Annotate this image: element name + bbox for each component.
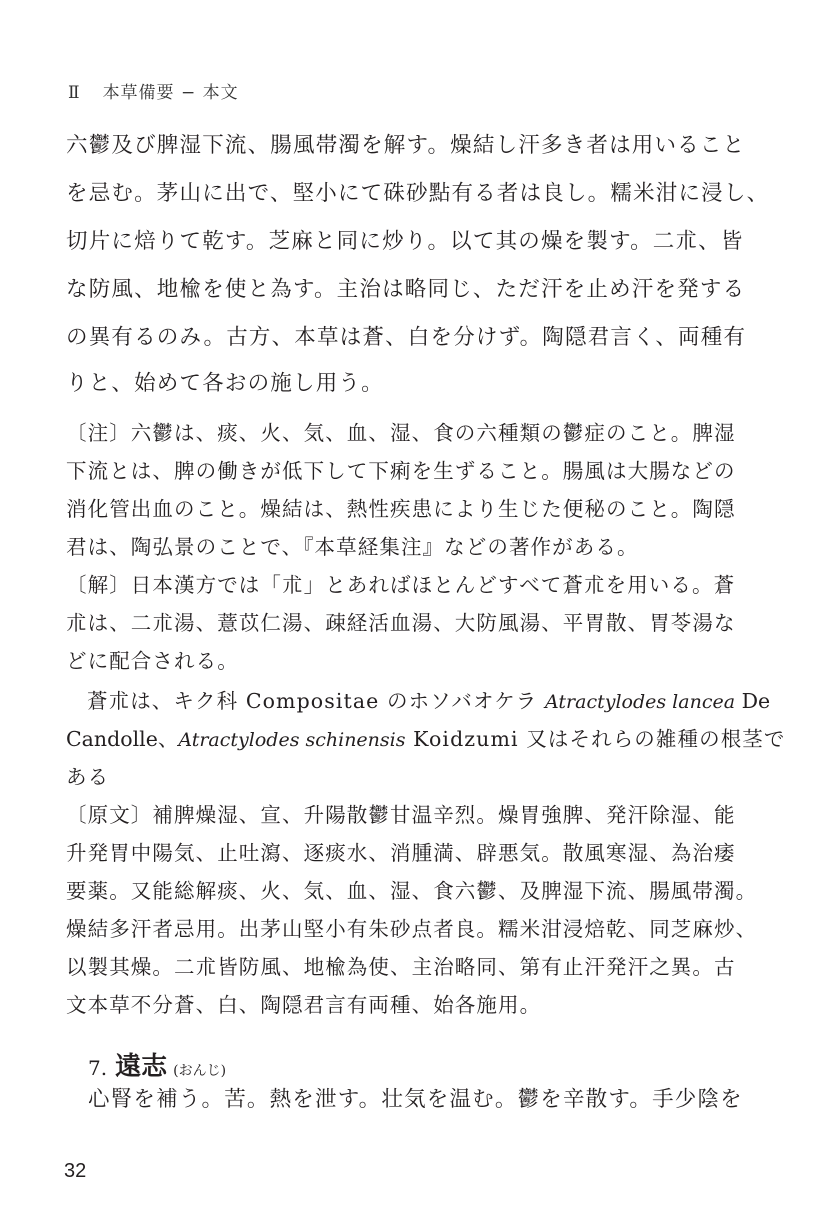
page-number: 32 bbox=[64, 1160, 87, 1182]
botanical-line bbox=[66, 722, 786, 752]
section-title: 遠志 bbox=[115, 1052, 168, 1082]
section-number: 7. bbox=[88, 1056, 108, 1080]
commentary-line: 朮は、二朮湯、薏苡仁湯、疎経活血湯、大防風湯、平胃散、胃苓湯な bbox=[66, 611, 736, 635]
main-text-line: 切片に焙りて乾す。芝麻と同に炒り。以て其の燥を製す。二朮、皆 bbox=[66, 229, 744, 254]
original-text-line: 文本草不分蒼、白、陶隠君言有両種、始各施用。 bbox=[66, 993, 542, 1017]
main-text-line: りと、始めて各おの施し用う。 bbox=[66, 371, 384, 396]
commentary-line: 〔解〕日本漢方では「朮」とあればほとんどすべて蒼朮を用いる。蒼 bbox=[66, 573, 736, 597]
note-line: 君は、陶弘景のことで、『本草経集注』などの著作がある。 bbox=[66, 535, 639, 559]
botanical-line bbox=[87, 684, 787, 714]
main-text-line: な防風、地楡を使と為す。主治は略同じ、ただ汗を止め汗を発する bbox=[66, 277, 746, 302]
original-text-line: 升発胃中陽気、止吐瀉、逐痰水、消腫満、辟悪気。散風寒湿、為治痿 bbox=[66, 841, 736, 865]
original-text-line: 〔原文〕補脾燥湿、宣、升陽散鬱甘温辛烈。燥胃強脾、発汗除湿、能 bbox=[66, 803, 736, 827]
original-text-line: 要薬。又能総解痰、火、気、血、湿、食六鬱、及脾湿下流、腸風帯濁。 bbox=[66, 879, 758, 903]
section-heading bbox=[88, 1046, 226, 1083]
species-name: Atractylodes lancea bbox=[545, 691, 736, 713]
main-text-line: 六鬱及び脾湿下流、腸風帯濁を解す。燥結し汗多き者は用いること bbox=[66, 133, 746, 158]
botanical-text: 蒼朮は、キク科 Compositae のホソバオケラ bbox=[87, 689, 546, 713]
note-line: 消化管出血のこと。燥結は、熱性疾患により生じた便秘のこと。陶隠 bbox=[66, 497, 736, 521]
original-text-line: 燥結多汗者忌用。出茅山堅小有朱砂点者良。糯米泔浸焙乾、同芝麻炒、 bbox=[66, 917, 758, 941]
main-text-line: の異有るのみ。古方、本草は蒼、白を分けず。陶隠君言く、両種有 bbox=[66, 325, 747, 350]
section-reading: (おんじ) bbox=[173, 1063, 227, 1079]
note-line: 下流とは、脾の働きが低下して下痢を生ずること。腸風は大腸などの bbox=[66, 459, 736, 483]
botanical-text: Candolle、 bbox=[66, 727, 179, 751]
section-first-line: 心腎を補う。苦。熱を泄す。壮気を温む。鬱を辛散す。手少陰を bbox=[88, 1087, 743, 1112]
chapter-title: 本草備要 − 本文 bbox=[102, 83, 239, 103]
note-line: 〔注〕六鬱は、痰、火、気、血、湿、食の六種類の鬱症のこと。脾湿 bbox=[66, 421, 736, 445]
original-text-line: 以製其燥。二朮皆防風、地楡為使、主治略同、第有止汗発汗之異。古 bbox=[66, 955, 736, 979]
species-name: Atractylodes schinensis bbox=[178, 729, 406, 751]
main-text-line: を忌む。茅山に出で、堅小にて硃砂點有る者は良し。糯米泔に浸し、 bbox=[66, 181, 770, 206]
running-header bbox=[68, 78, 239, 103]
botanical-line: ある bbox=[66, 765, 110, 789]
botanical-text: De bbox=[735, 689, 771, 713]
commentary-line: どに配合される。 bbox=[66, 649, 239, 673]
botanical-text: Koidzumi 又はそれらの雑種の根茎で bbox=[405, 727, 786, 751]
chapter-numeral: Ⅱ bbox=[68, 83, 81, 103]
